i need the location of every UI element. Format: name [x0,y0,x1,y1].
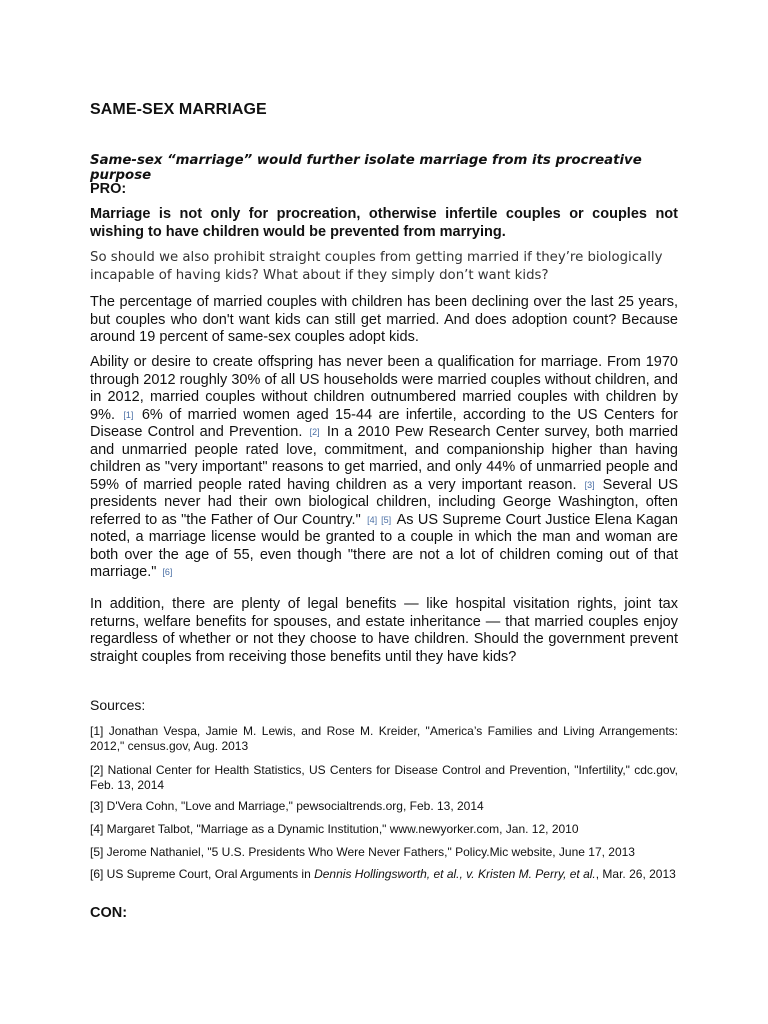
citation-link-3[interactable]: [3] [584,479,595,490]
citation-link-1[interactable]: [1] [123,409,134,420]
paragraph-2-text: As US Supreme Court Justice Elena Kagan noted, a marriage license would be granted to a couple in which the man and woman are both over the age of 55, even though "there are not a lot of children coming out of that marriage." [90,511,678,580]
pro-claim: Marriage is not only for procreation, otherwise infertile couples or couples not wishing to have children would be prevented from marrying. [90,206,678,240]
paragraph-1: The percentage of married couples with children has been declining over the last 25 years, but couples who don't want kids can still get married. And does adoption count? Because around 19 percent of same-sex couples adopt kids. [90,294,678,345]
source-item: [3] D'Vera Cohn, "Love and Marriage," pewsocialtrends.org, Feb. 13, 2014 [90,799,484,813]
section-subtitle: Same-sex “marriage” would further isolate marriage from its procreative purpose [90,153,642,183]
con-heading: CON: [90,905,128,921]
source-item: [2] National Center for Health Statistics, US Centers for Disease Control and Prevention, "Infertility," cdc.gov, Feb. 13, 2014 [90,763,678,792]
source-item: [5] Jerome Nathaniel, "5 U.S. Presidents Who Were Never Fathers," Policy.Mic website, June 17, 2013 [90,845,635,859]
pro-question: So should we also prohibit straight couples from getting married if they’re biologically incapable of having kids? What about if they simply don’t want kids? [90,250,663,283]
paragraph-2-text: In a 2010 Pew Research Center survey, both married and unmarried people rated love, commitment, and companionship higher than having children as "very important" reasons to get married, and only 44% of unmarried people and 59% of married people rated having children as a very important reason. [90,424,679,493]
citation-link-5[interactable]: [5] [381,514,392,525]
source-item: [4] Margaret Talbot, "Marriage as a Dynamic Institution," www.newyorker.com, Jan. 12, 2010 [90,822,579,836]
paragraph-2-text: Ability or desire to create offspring has never been a qualification for marriage. From 1970 through 2012 roughly 30% of all US households were married couples without children, and in 2012, married couples without children outnumbered married couples with children by 9%. [90,354,678,423]
paragraph-2-text: Several US presidents never had their own biological children, including George Washington, often referred to as "the Father of Our Country." [90,476,679,528]
citation-link-2[interactable]: [2] [309,427,320,437]
citation-link-6[interactable]: [6] [162,567,173,577]
paragraph-2-text: 6% of married women aged 15-44 are infertile, according to the US Centers for Disease Control and Prevention. [90,406,679,440]
pro-heading: PRO: [90,181,127,197]
page-title: SAME-SEX MARRIAGE [90,101,267,118]
paragraph-2 [90,354,678,582]
source-item: [1] Jonathan Vespa, Jamie M. Lewis, and Rose M. Kreider, "America’s Families and Living Arrangements: 2012," census.gov, Aug. 2013 [90,724,678,753]
source-6-suffix: , Mar. 26, 2013 [595,867,676,881]
source-6-case-name: Dennis Hollingsworth, et al., v. Kristen M. Perry, et al. [314,867,596,881]
paragraph-3: In addition, there are plenty of legal benefits — like hospital visitation rights, joint tax returns, welfare benefits for spouses, and estate inheritance — that married couples enjoy regardless of whether or not they choose to have children. Should the government prevent straight couples from receiving those benefits until they have kids? [90,596,678,665]
sources-heading: Sources: [90,697,146,713]
citation-link-4[interactable]: [4] [367,514,378,525]
source-item [90,867,678,882]
source-6-prefix: [6] US Supreme Court, Oral Arguments in [90,867,315,881]
